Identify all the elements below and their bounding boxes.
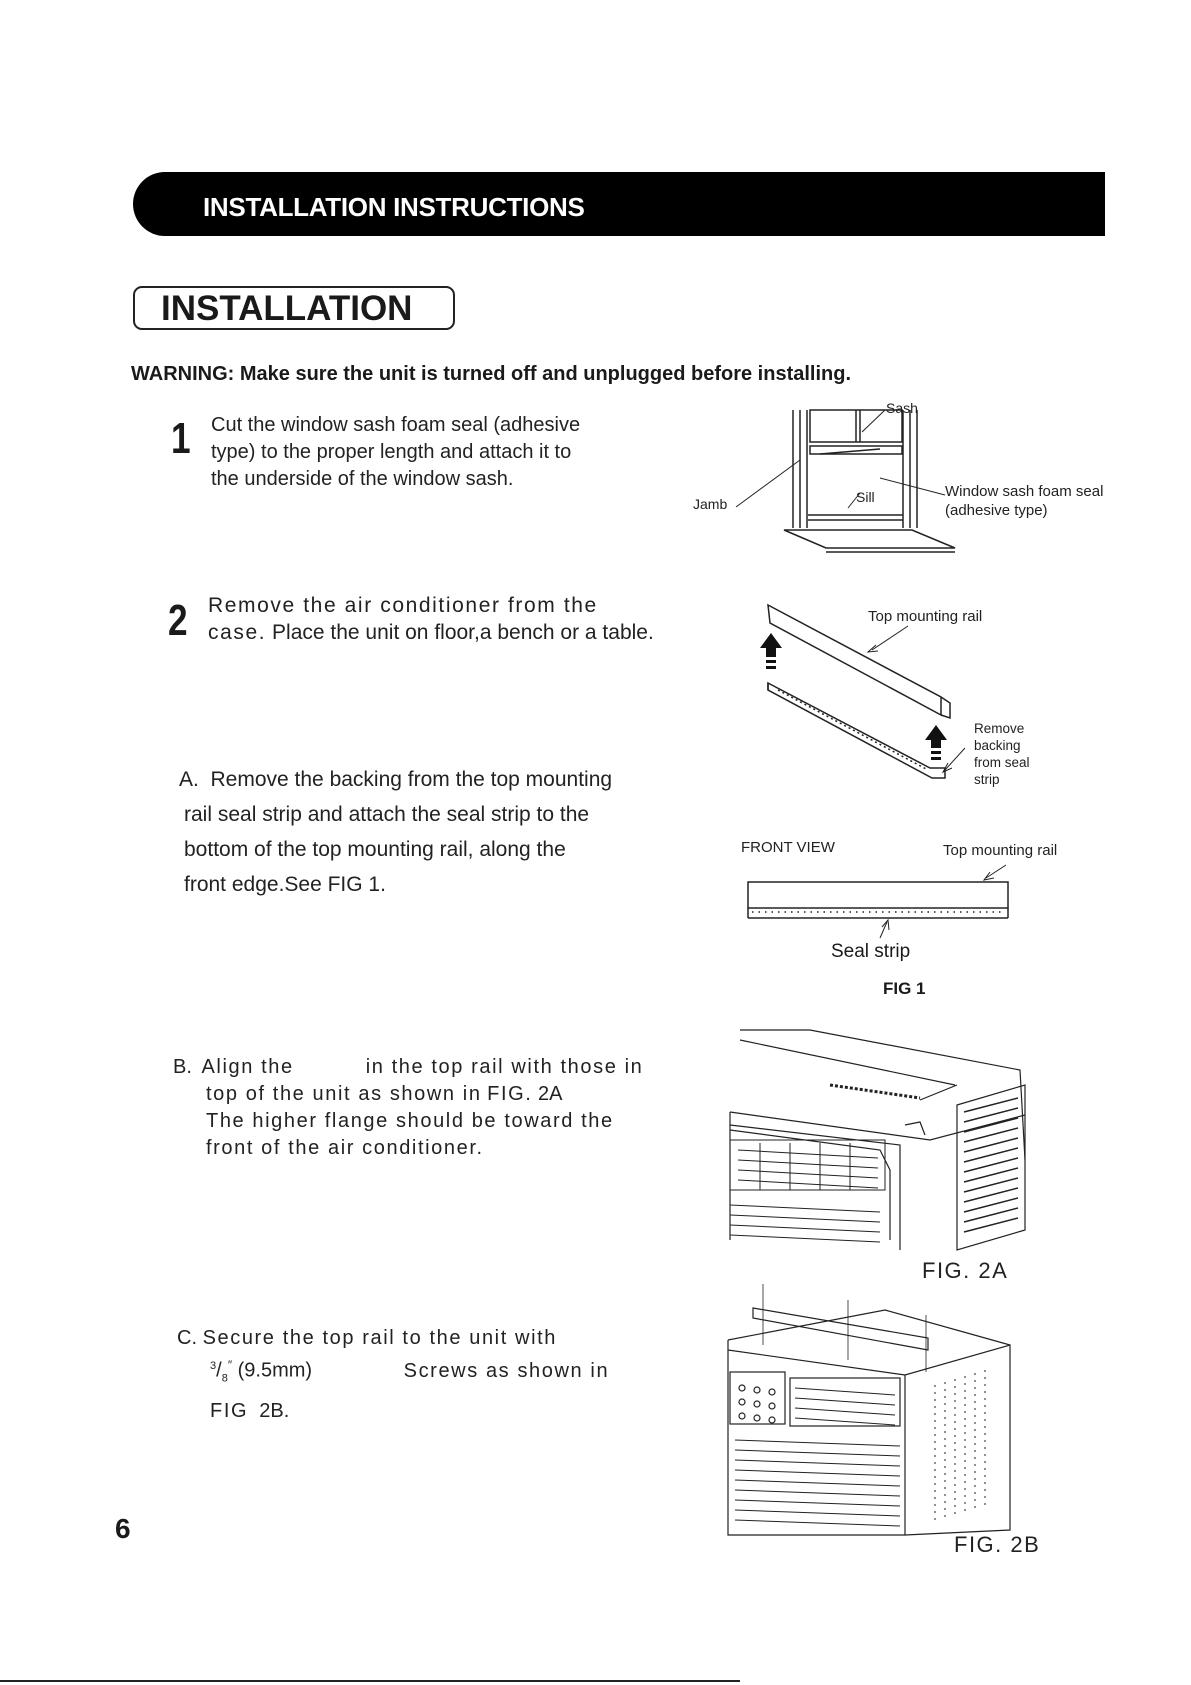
label-sill: Sill bbox=[856, 489, 875, 505]
label-window-seal: Window sash foam seal bbox=[945, 483, 1104, 500]
step-a-text: A. Remove the backing from the top mounting rail seal strip and attach the seal strip to the bottom of the top mounting rail, along the front edge.See FIG 1. bbox=[179, 768, 613, 896]
section-title: INSTALLATION bbox=[161, 289, 413, 328]
step-1-text: Cut the window sash foam seal (adhesive type) to the proper length and attach it to the underside of the window sash. bbox=[211, 414, 581, 490]
warning-text: WARNING: Make sure the unit is turned off and unplugged before installing. bbox=[131, 363, 852, 385]
fig2b-caption: FIG. 2B bbox=[954, 1532, 1041, 1557]
label-seal-strip: Seal strip bbox=[831, 941, 911, 962]
label-adhesive-type: (adhesive type) bbox=[945, 502, 1048, 519]
label-top-mounting-rail: Top mounting rail bbox=[868, 608, 983, 625]
fig1-caption: FIG 1 bbox=[883, 979, 926, 998]
label-front-view: FRONT VIEW bbox=[741, 839, 835, 856]
label-jamb: Jamb bbox=[693, 496, 728, 512]
step-2-number: 2 bbox=[168, 596, 188, 645]
fig2a-caption: FIG. 2A bbox=[922, 1258, 1009, 1283]
step-b-text: B. Align the in the top rail with those in top of the unit as shown in FIG. 2A The higher flange should be toward the front of the air conditioner. bbox=[173, 1056, 644, 1159]
label-remove-backing: Remove backing from seal strip bbox=[974, 721, 1030, 787]
step-1-number: 1 bbox=[171, 414, 191, 463]
step-c-text: C. Secure the top rail to the unit with $^3/_8''$ (9.5mm) Screws as shown in FIG 2B. bbox=[177, 1327, 610, 1422]
label-sash: Sash bbox=[886, 400, 918, 416]
label-fig1-rail: Top mounting rail bbox=[943, 842, 1058, 859]
bottom-rule bbox=[0, 1680, 740, 1682]
step-2-text: Remove the air conditioner from the case. Place the unit on floor,a bench or a table. bbox=[208, 594, 654, 644]
banner-title: INSTALLATION INSTRUCTIONS bbox=[203, 192, 585, 222]
page-number: 6 bbox=[115, 1513, 131, 1544]
